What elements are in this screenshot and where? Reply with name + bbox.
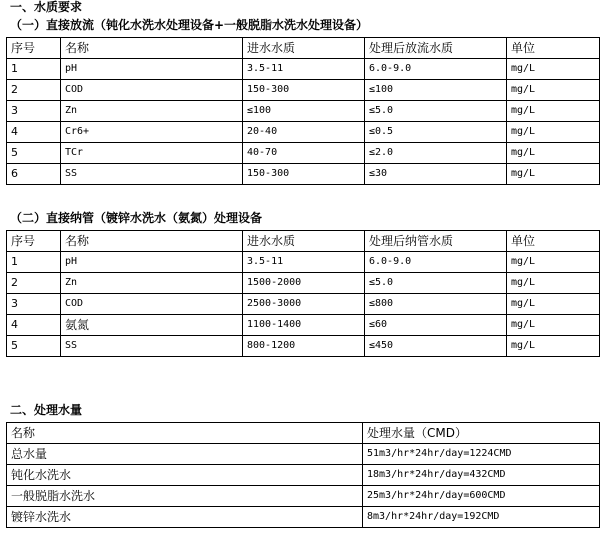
table-row <box>7 59 600 80</box>
cell-influent: 40-70 <box>243 143 365 164</box>
direct-sewer-table <box>6 230 600 357</box>
direct-discharge-table <box>6 37 600 185</box>
cell-influent: 150-300 <box>243 164 365 185</box>
cell-no: 4 <box>7 122 61 143</box>
cell-volume: 8m3/hr*24hr/day=192CMD <box>363 507 600 528</box>
cell-unit: mg/L <box>507 122 600 143</box>
cell-treated: ≤0.5 <box>365 122 507 143</box>
treatment-volume-table <box>6 422 600 528</box>
cell-unit: mg/L <box>507 336 600 357</box>
col-header-treated: 处理后放流水质 <box>365 38 507 59</box>
cell-treated: ≤60 <box>365 315 507 336</box>
col-header-volume: 处理水量（CMD） <box>363 423 600 444</box>
col-header-no: 序号 <box>7 38 61 59</box>
cell-volume: 18m3/hr*24hr/day=432CMD <box>363 465 600 486</box>
cell-unit: mg/L <box>507 273 600 294</box>
cell-name: Zn <box>61 273 243 294</box>
cell-influent: 20-40 <box>243 122 365 143</box>
table-row <box>7 465 600 486</box>
cell-volume: 51m3/hr*24hr/day=1224CMD <box>363 444 600 465</box>
cell-no: 2 <box>7 80 61 101</box>
col-header-name: 名称 <box>61 38 243 59</box>
cell-name: pH <box>61 59 243 80</box>
table-row <box>7 80 600 101</box>
cell-unit: mg/L <box>507 294 600 315</box>
cell-volume: 25m3/hr*24hr/day=600CMD <box>363 486 600 507</box>
cell-name: 一般脱脂水洗水 <box>7 486 363 507</box>
subsection-1-heading: （一）直接放流（钝化水洗水处理设备+一般脱脂水洗水处理设备） <box>10 18 369 32</box>
table-row <box>7 444 600 465</box>
cell-treated: ≤100 <box>365 80 507 101</box>
cell-influent: 2500-3000 <box>243 294 365 315</box>
cell-treated: ≤2.0 <box>365 143 507 164</box>
table-row <box>7 164 600 185</box>
cell-influent: ≤100 <box>243 101 365 122</box>
cell-unit: mg/L <box>507 143 600 164</box>
cell-influent: 3.5-11 <box>243 59 365 80</box>
cell-name: COD <box>61 294 243 315</box>
col-header-influent: 进水水质 <box>243 38 365 59</box>
table-header-row <box>7 38 600 59</box>
cell-name: COD <box>61 80 243 101</box>
cell-no: 1 <box>7 59 61 80</box>
table-row <box>7 336 600 357</box>
cell-name: 钝化水洗水 <box>7 465 363 486</box>
table-row <box>7 101 600 122</box>
cell-treated: ≤450 <box>365 336 507 357</box>
table-row <box>7 273 600 294</box>
col-header-treated: 处理后纳管水质 <box>365 231 507 252</box>
cell-influent: 1100-1400 <box>243 315 365 336</box>
col-header-unit: 单位 <box>507 38 600 59</box>
cell-no: 4 <box>7 315 61 336</box>
cell-influent: 150-300 <box>243 80 365 101</box>
cell-name: TCr <box>61 143 243 164</box>
cell-unit: mg/L <box>507 315 600 336</box>
cell-no: 3 <box>7 101 61 122</box>
cell-influent: 800-1200 <box>243 336 365 357</box>
col-header-unit: 单位 <box>507 231 600 252</box>
table-row <box>7 122 600 143</box>
cell-name: SS <box>61 164 243 185</box>
cell-treated: 6.0-9.0 <box>365 252 507 273</box>
table-row <box>7 252 600 273</box>
table-row <box>7 486 600 507</box>
cell-treated: ≤5.0 <box>365 101 507 122</box>
cell-no: 2 <box>7 273 61 294</box>
cell-treated: 6.0-9.0 <box>365 59 507 80</box>
cell-no: 5 <box>7 143 61 164</box>
table-header-row <box>7 423 600 444</box>
col-header-name: 名称 <box>7 423 363 444</box>
cell-name: Zn <box>61 101 243 122</box>
cell-treated: ≤30 <box>365 164 507 185</box>
cell-name: 总水量 <box>7 444 363 465</box>
cell-no: 1 <box>7 252 61 273</box>
cell-name: pH <box>61 252 243 273</box>
cell-unit: mg/L <box>507 101 600 122</box>
section-1-heading: 一、水质要求 <box>10 0 83 14</box>
cell-unit: mg/L <box>507 252 600 273</box>
section-2-heading: 二、处理水量 <box>10 403 83 417</box>
cell-unit: mg/L <box>507 80 600 101</box>
cell-no: 6 <box>7 164 61 185</box>
col-header-name: 名称 <box>61 231 243 252</box>
cell-no: 3 <box>7 294 61 315</box>
cell-name: 氨氮 <box>61 315 243 336</box>
cell-influent: 3.5-11 <box>243 252 365 273</box>
cell-treated: ≤800 <box>365 294 507 315</box>
cell-name: Cr6+ <box>61 122 243 143</box>
cell-unit: mg/L <box>507 164 600 185</box>
cell-influent: 1500-2000 <box>243 273 365 294</box>
cell-unit: mg/L <box>507 59 600 80</box>
cell-no: 5 <box>7 336 61 357</box>
col-header-no: 序号 <box>7 231 61 252</box>
table-row <box>7 315 600 336</box>
cell-treated: ≤5.0 <box>365 273 507 294</box>
table-row <box>7 507 600 528</box>
table-row <box>7 294 600 315</box>
cell-name: 镀锌水洗水 <box>7 507 363 528</box>
col-header-influent: 进水水质 <box>243 231 365 252</box>
subsection-2-heading: （二）直接纳管（镀锌水洗水（氨氮）处理设备 <box>10 211 263 225</box>
cell-name: SS <box>61 336 243 357</box>
table-header-row <box>7 231 600 252</box>
table-row <box>7 143 600 164</box>
